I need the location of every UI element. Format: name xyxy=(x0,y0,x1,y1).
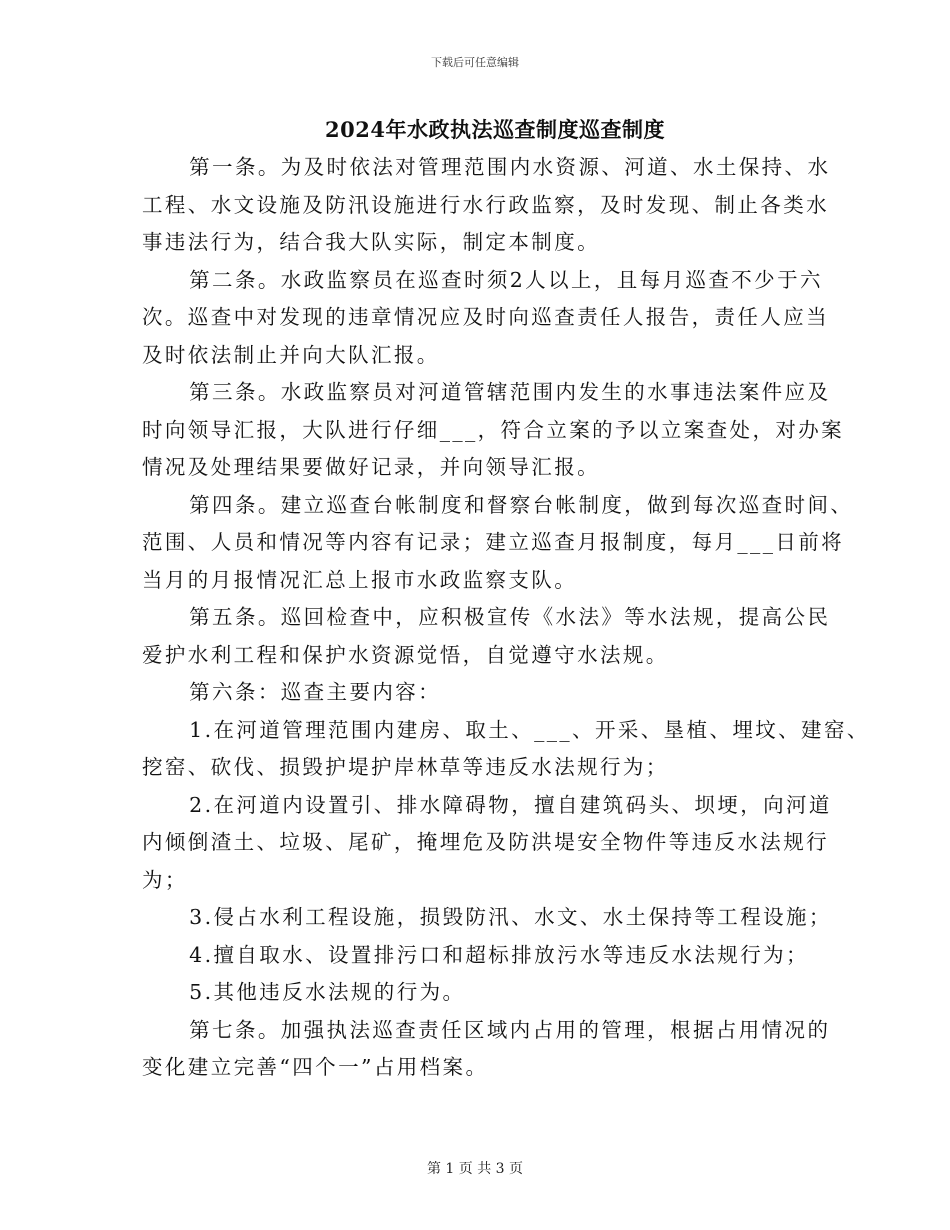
body-line: 第二条。水政监察员在巡查时须2人以上，且每月巡查不少于六 xyxy=(189,267,823,292)
body-line: 5.其他违反水法规的行为。 xyxy=(189,980,466,1004)
body-line: 第四条。建立巡查台帐制度和督察台帐制度，做到每次巡查时间、 xyxy=(189,492,854,517)
body-line: 工程、水文设施及防汛设施进行水行政监察，及时发现、制止各类水 xyxy=(142,192,829,217)
body-line: 内倾倒渣土、垃圾、尾矿，掩埋危及防洪堤安全物件等违反水法规行 xyxy=(142,830,829,854)
body-line: 3.侵占水利工程设施，损毁防汛、水文、水土保持等工程设施； xyxy=(189,905,832,929)
body-line: 第一条。为及时依法对管理范围内水资源、河道、水土保持、水 xyxy=(189,155,831,179)
body-line: 时向领导汇报，大队进行仔细___，符合立案的予以立案查处，对办案 xyxy=(142,417,845,442)
body-line: 变化建立完善“四个一”占用档案。 xyxy=(142,1055,489,1079)
body-line: 第六条：巡查主要内容： xyxy=(189,680,442,704)
body-line: 情况及处理结果要做好记录，并向领导汇报。 xyxy=(142,455,600,479)
header-note: 下载后可任意编辑 xyxy=(431,56,519,69)
body-line: 第三条。水政监察员对河道管辖范围内发生的水事违法案件应及 xyxy=(189,380,831,404)
page-number-footer: 第 1 页 共 3 页 xyxy=(426,1161,524,1177)
body-line: 2.在河道内设置引、排水障碍物，擅自建筑码头、坝埂，向河道 xyxy=(189,792,832,817)
body-line: 当月的月报情况汇总上报市水政监察支队。 xyxy=(142,567,578,592)
body-line: 为； xyxy=(142,867,188,892)
body-line: 爱护水利工程和保护水资源觉悟，自觉遵守水法规。 xyxy=(142,642,669,667)
body-line: 挖窑、砍伐、损毁护堤护岸林草等违反水法规行为； xyxy=(142,755,669,779)
body-line: 次。巡查中对发现的违章情况应及时向巡查责任人报告，责任人应当 xyxy=(142,305,829,329)
body-line: 第五条。巡回检查中，应积极宣传《水法》等水法规，提高公民 xyxy=(189,605,831,629)
body-line: 范围、人员和情况等内容有记录；建立巡查月报制度，每月___日前将 xyxy=(142,530,845,554)
body-line: 4.擅自取水、设置排污口和超标排放污水等违反水法规行为； xyxy=(189,942,809,967)
document-title: 2024年水政执法巡查制度巡查制度 xyxy=(325,117,665,142)
body-line: 及时依法制止并向大队汇报。 xyxy=(142,342,440,367)
document-body xyxy=(142,149,870,1087)
body-line: 第七条。加强执法巡查责任区域内占用的管理，根据占用情况的 xyxy=(189,1017,831,1042)
body-line: 事违法行为，结合我大队实际，制定本制度。 xyxy=(142,230,600,254)
body-line: 1.在河道管理范围内建房、取土、___、开采、垦植、埋坟、建窑、 xyxy=(189,717,870,742)
